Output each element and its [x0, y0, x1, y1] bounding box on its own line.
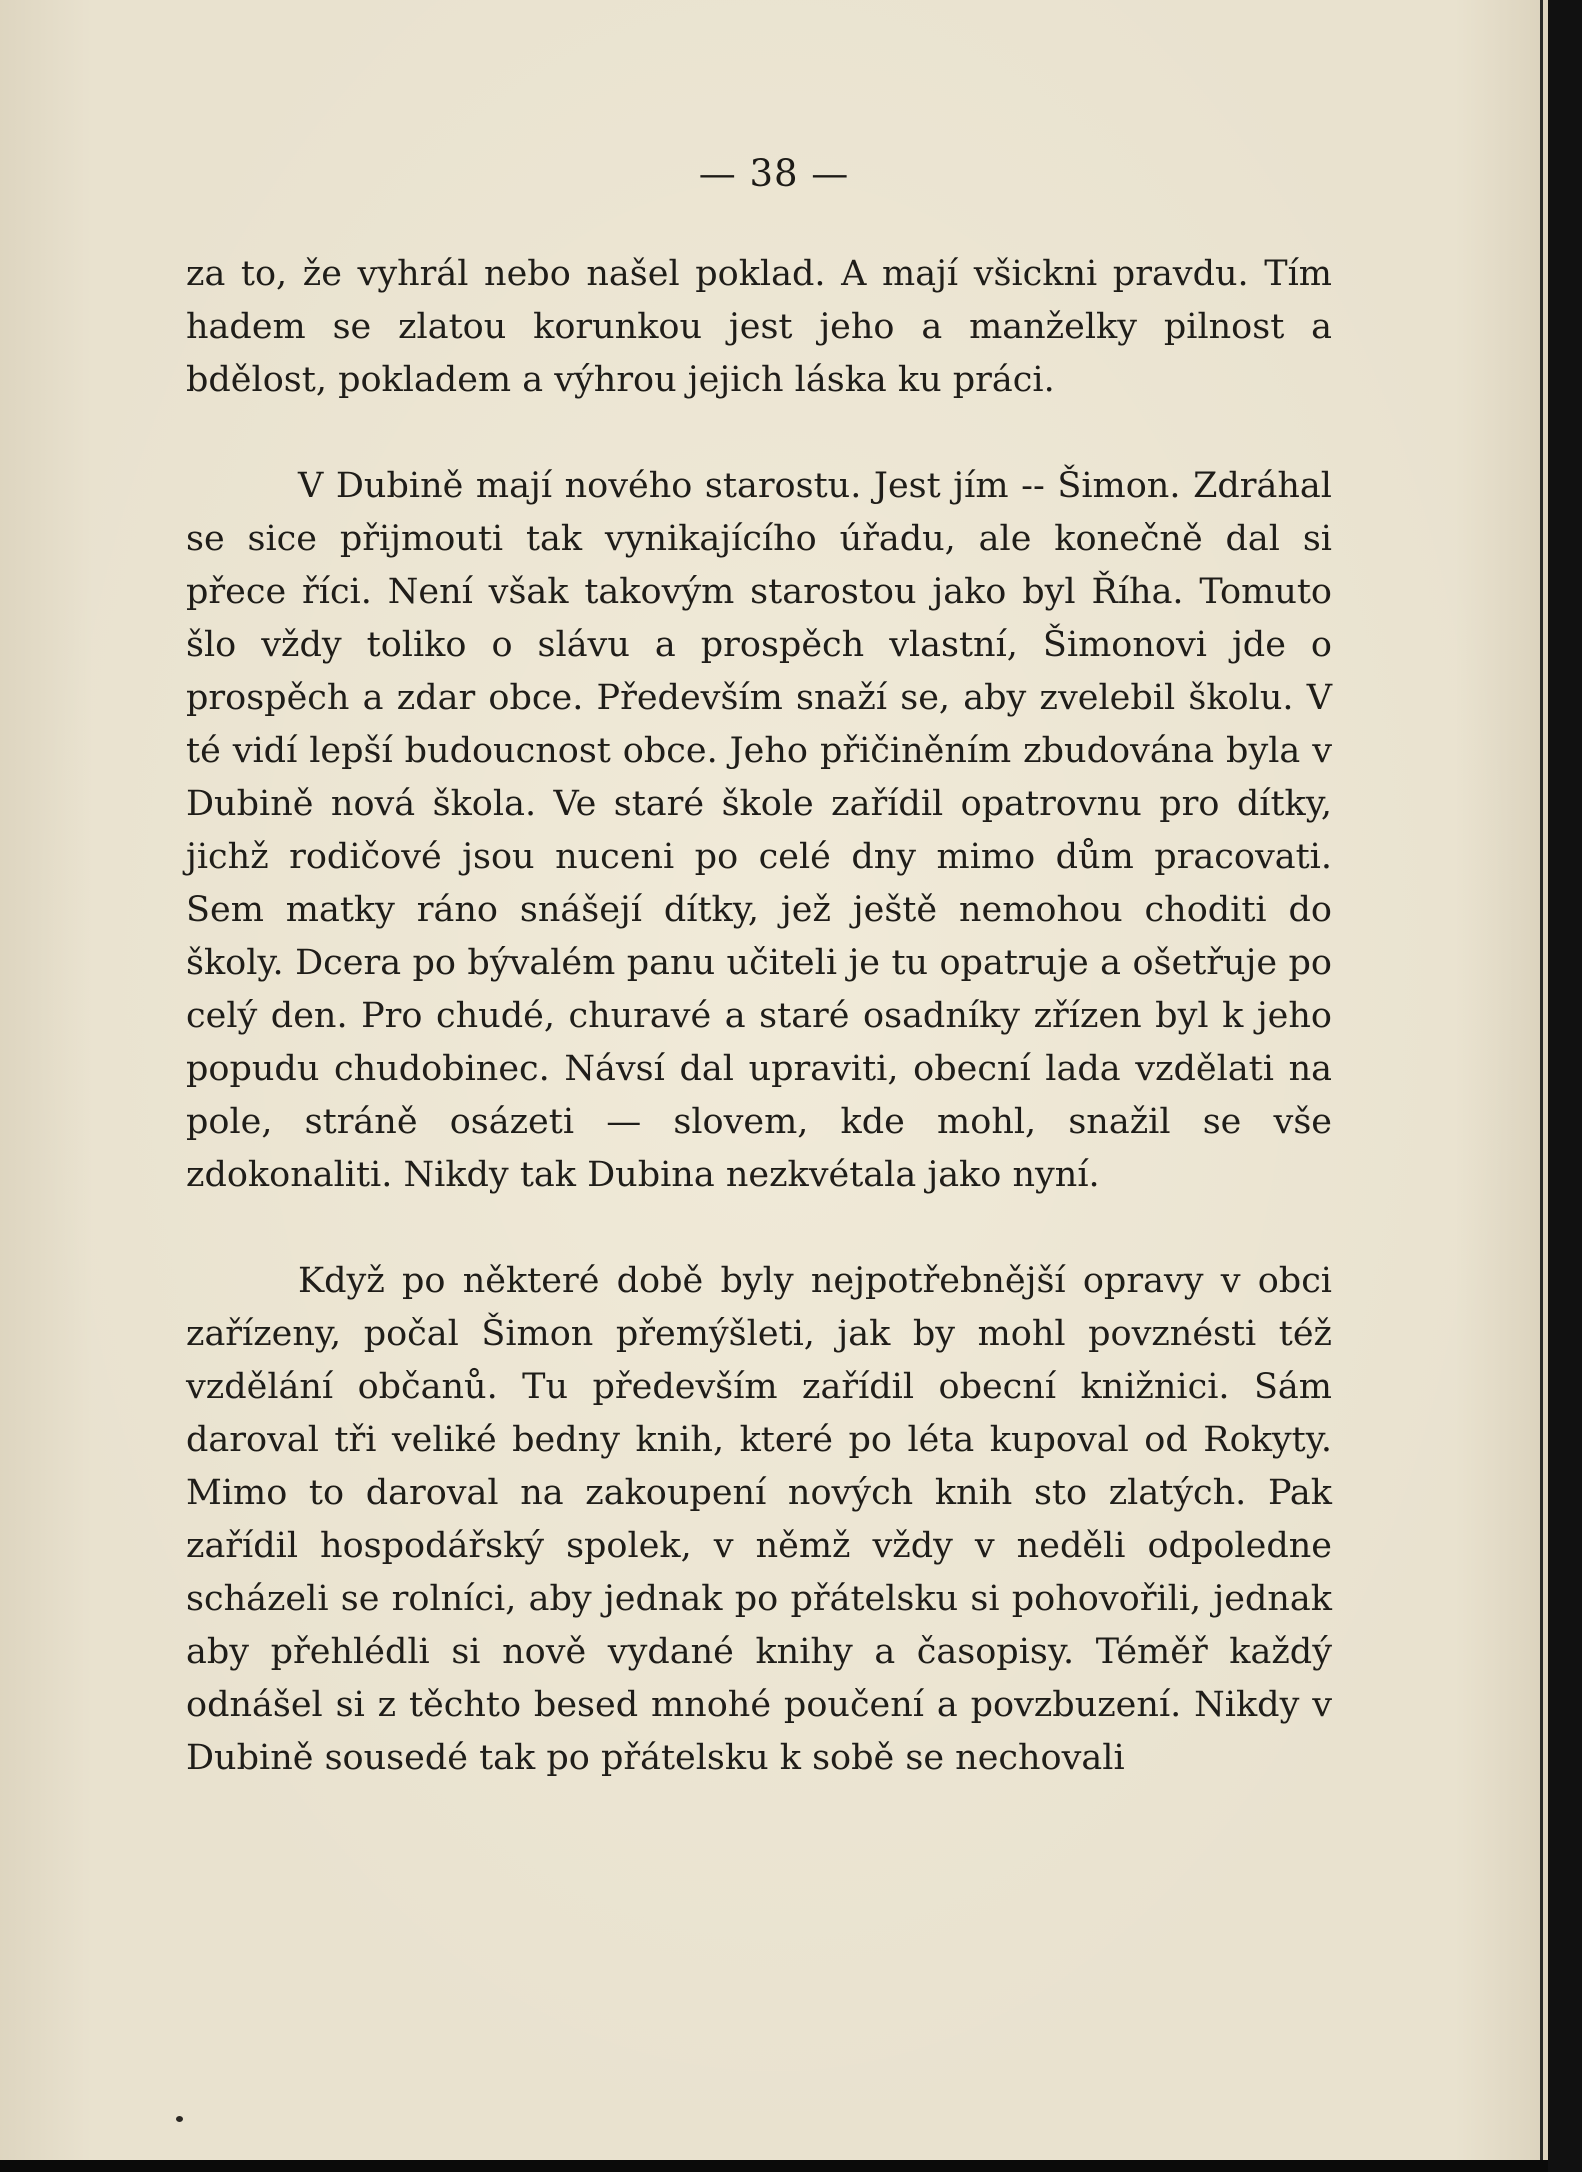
paper-speck [176, 2116, 183, 2122]
page-number: — 38 — [698, 152, 850, 195]
scan-border [1548, 0, 1582, 2172]
paragraph-2: V Dubině mají nového starostu. Jest jím -- Šimon. Zdráhal se sice přijmouti tak vynikajícího úřadu, ale konečně dal si přece říci. Není však takovým starostou jako byl Říha. Tomuto šlo vždy toliko o slávu a prospěch vlastní, Šimonovi jde o prospěch a zdar obce. Především snaží se, aby zvelebil školu. V té vidí lepší budoucnost obce. Jeho přičiněním zbudována byla v Dubině nová škola. Ve staré škole zařídil opatrovnu pro dítky, jichž rodičové jsou nuceni po celé dny mimo dům pracovati. Sem matky ráno snášejí dítky, jež ještě nemohou choditi do školy. Dcera po bývalém panu učiteli je tu opatruje a ošetřuje po celý den. Pro chudé, churavé a staré osadníky zřízen byl k jeho popudu chudobinec. Návsí dal upraviti, obecní lada vzdělati na pole, stráně osázeti — slovem, kde mohl, snažil se vše zdokonaliti. Nikdy tak Dubina nezkvétala jako nyní. [186, 466, 1332, 1195]
page-edge-shadow [1540, 0, 1543, 2160]
body-text [186, 248, 1332, 1785]
paragraph-3: Když po některé době byly nejpotřebnější opravy v obci zařízeny, počal Šimon přemýšleti, jak by mohl povznésti též vzdělání občanů. Tu především zařídil obecní knižnici. Sám daroval tři veliké bedny knih, které po léta kupoval od Rokyty. Mimo to daroval na zakoupení nových knih sto zlatých. Pak zařídil hospodářský spolek, v němž vždy v neděli odpoledne scházeli se rolníci, aby jednak po přátelsku si pohovořili, jednak aby přehlédli si nově vydané knihy a časopisy. Téměř každý odnášel si z těchto besed mnohé poučení a povzbuzení. Nikdy v Dubině sousedé tak po přátelsku k sobě se nechovali [186, 1261, 1332, 1778]
paragraph-1: za to, že vyhrál nebo našel poklad. A mají všickni pravdu. Tím hadem se zlatou korunkou jest jeho a manželky pilnost a bdělost, pokladem a výhrou jejich láska ku práci. [186, 254, 1332, 400]
